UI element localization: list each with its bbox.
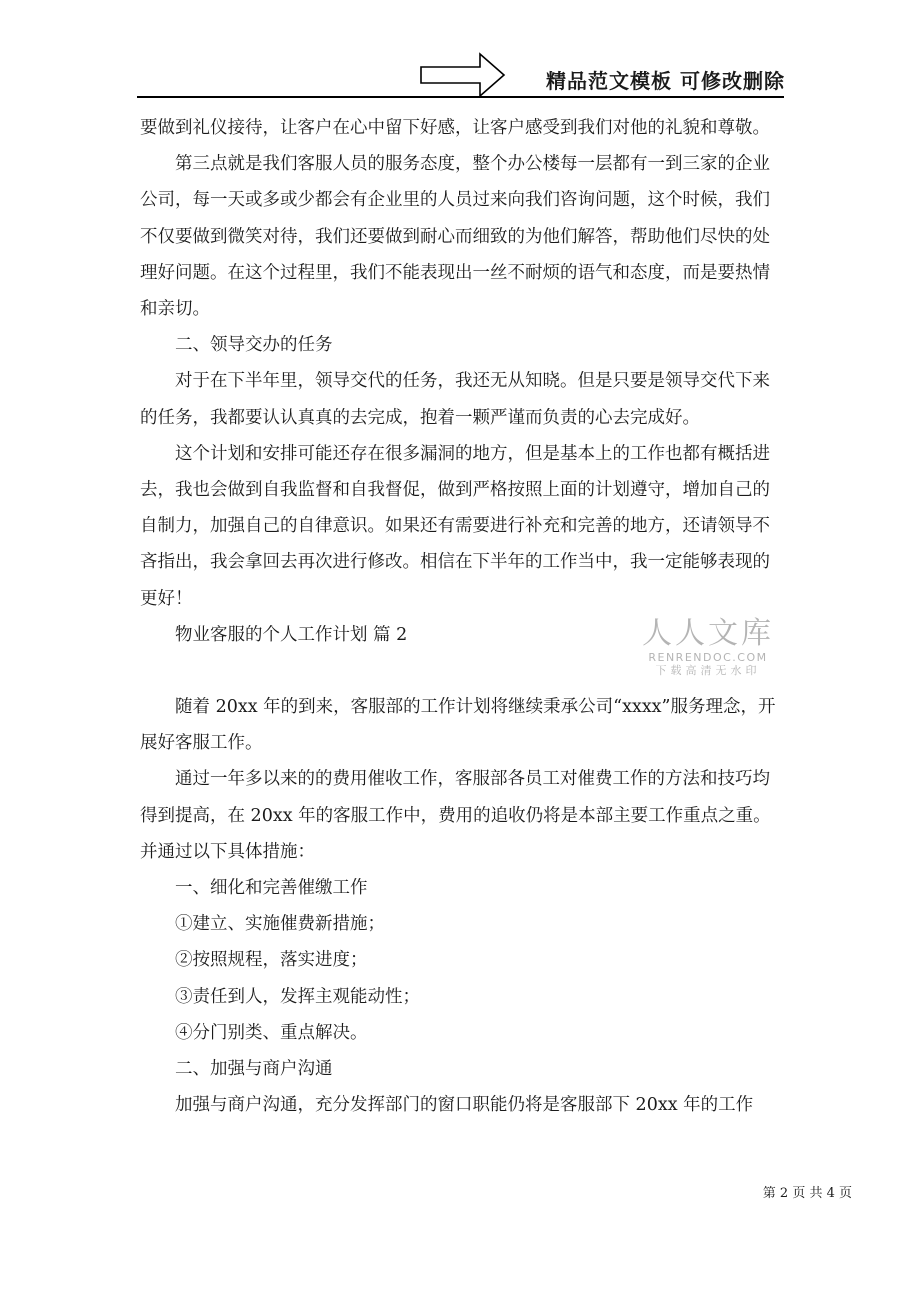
paragraph: 加强与商户沟通，充分发挥部门的窗口职能仍将是客服部下 20xx 年的工作 [175, 1095, 754, 1116]
list-item: ①建立、实施催费新措施； [175, 914, 385, 935]
watermark-domain: RENRENDOC.COM [648, 651, 768, 664]
watermark-logo [642, 616, 774, 678]
page-number: 第 2 页 共 4 页 [762, 1186, 852, 1201]
right-arrow-icon [420, 52, 506, 98]
list-item: ③责任到人，发挥主观能动性； [175, 986, 420, 1007]
paragraph: 随着 20xx 年的到来，客服部的工作计划将继续秉承公司“xxxx”服务理念，开展好客服工作。 [140, 697, 776, 754]
header-divider [137, 96, 784, 98]
paragraph: 对于在下半年里，领导交代的任务，我还无从知晓。但是只要是领导交代下来的任务，我都要认认真真的去完成，抱着一颗严谨而负责的心去完成好。 [140, 371, 770, 428]
paragraph: 第三点就是我们客服人员的服务态度，整个办公楼每一层都有一到三家的企业公司，每一天或多或少都会有企业里的人员过来向我们咨询问题，这个时候，我们不仅要做到微笑对待，我们还要做到耐心而细致的为他们解答，帮助他们尽快的处理好问题。在这个过程里，我们不能表现出一丝不耐烦的语气和态度，而是要热情和亲切。 [140, 154, 770, 320]
watermark-subtitle: 下载高清无水印 [655, 664, 761, 677]
paragraph: 通过一年多以来的的费用催收工作，客服部各员工对催费工作的方法和技巧均得到提高，在 20xx 年的客服工作中，费用的追收仍将是本部主要工作重点之重。并通过以下具体措施： [140, 769, 771, 862]
section-heading: 二、领导交办的任务 [175, 335, 333, 356]
list-item: ④分门别类、重点解决。 [175, 1022, 368, 1043]
article-title: 物业客服的个人工作计划 篇 2 [175, 624, 408, 645]
section-heading: 一、细化和完善催缴工作 [175, 878, 368, 899]
watermark-chinese: 人人文库 [642, 616, 774, 651]
header-title: 精品范文模板 可修改删除 [546, 69, 785, 93]
paragraph: 这个计划和安排可能还存在很多漏洞的地方，但是基本上的工作也都有概括进去，我也会做到自我监督和自我督促，做到严格按照上面的计划遵守，增加自己的自制力，加强自己的自律意识。如果还有需要进行补充和完善的地方，还请领导不吝指出，我会拿回去再次进行修改。相信在下半年的工作当中，我一定能够表现的更好！ [140, 443, 770, 609]
list-item: ②按照规程，落实进度； [175, 950, 368, 971]
section-heading: 二、加强与商户沟通 [175, 1059, 333, 1080]
paragraph: 要做到礼仪接待，让客户在心中留下好感，让客户感受到我们对他的礼貌和尊敬。 [140, 118, 770, 138]
